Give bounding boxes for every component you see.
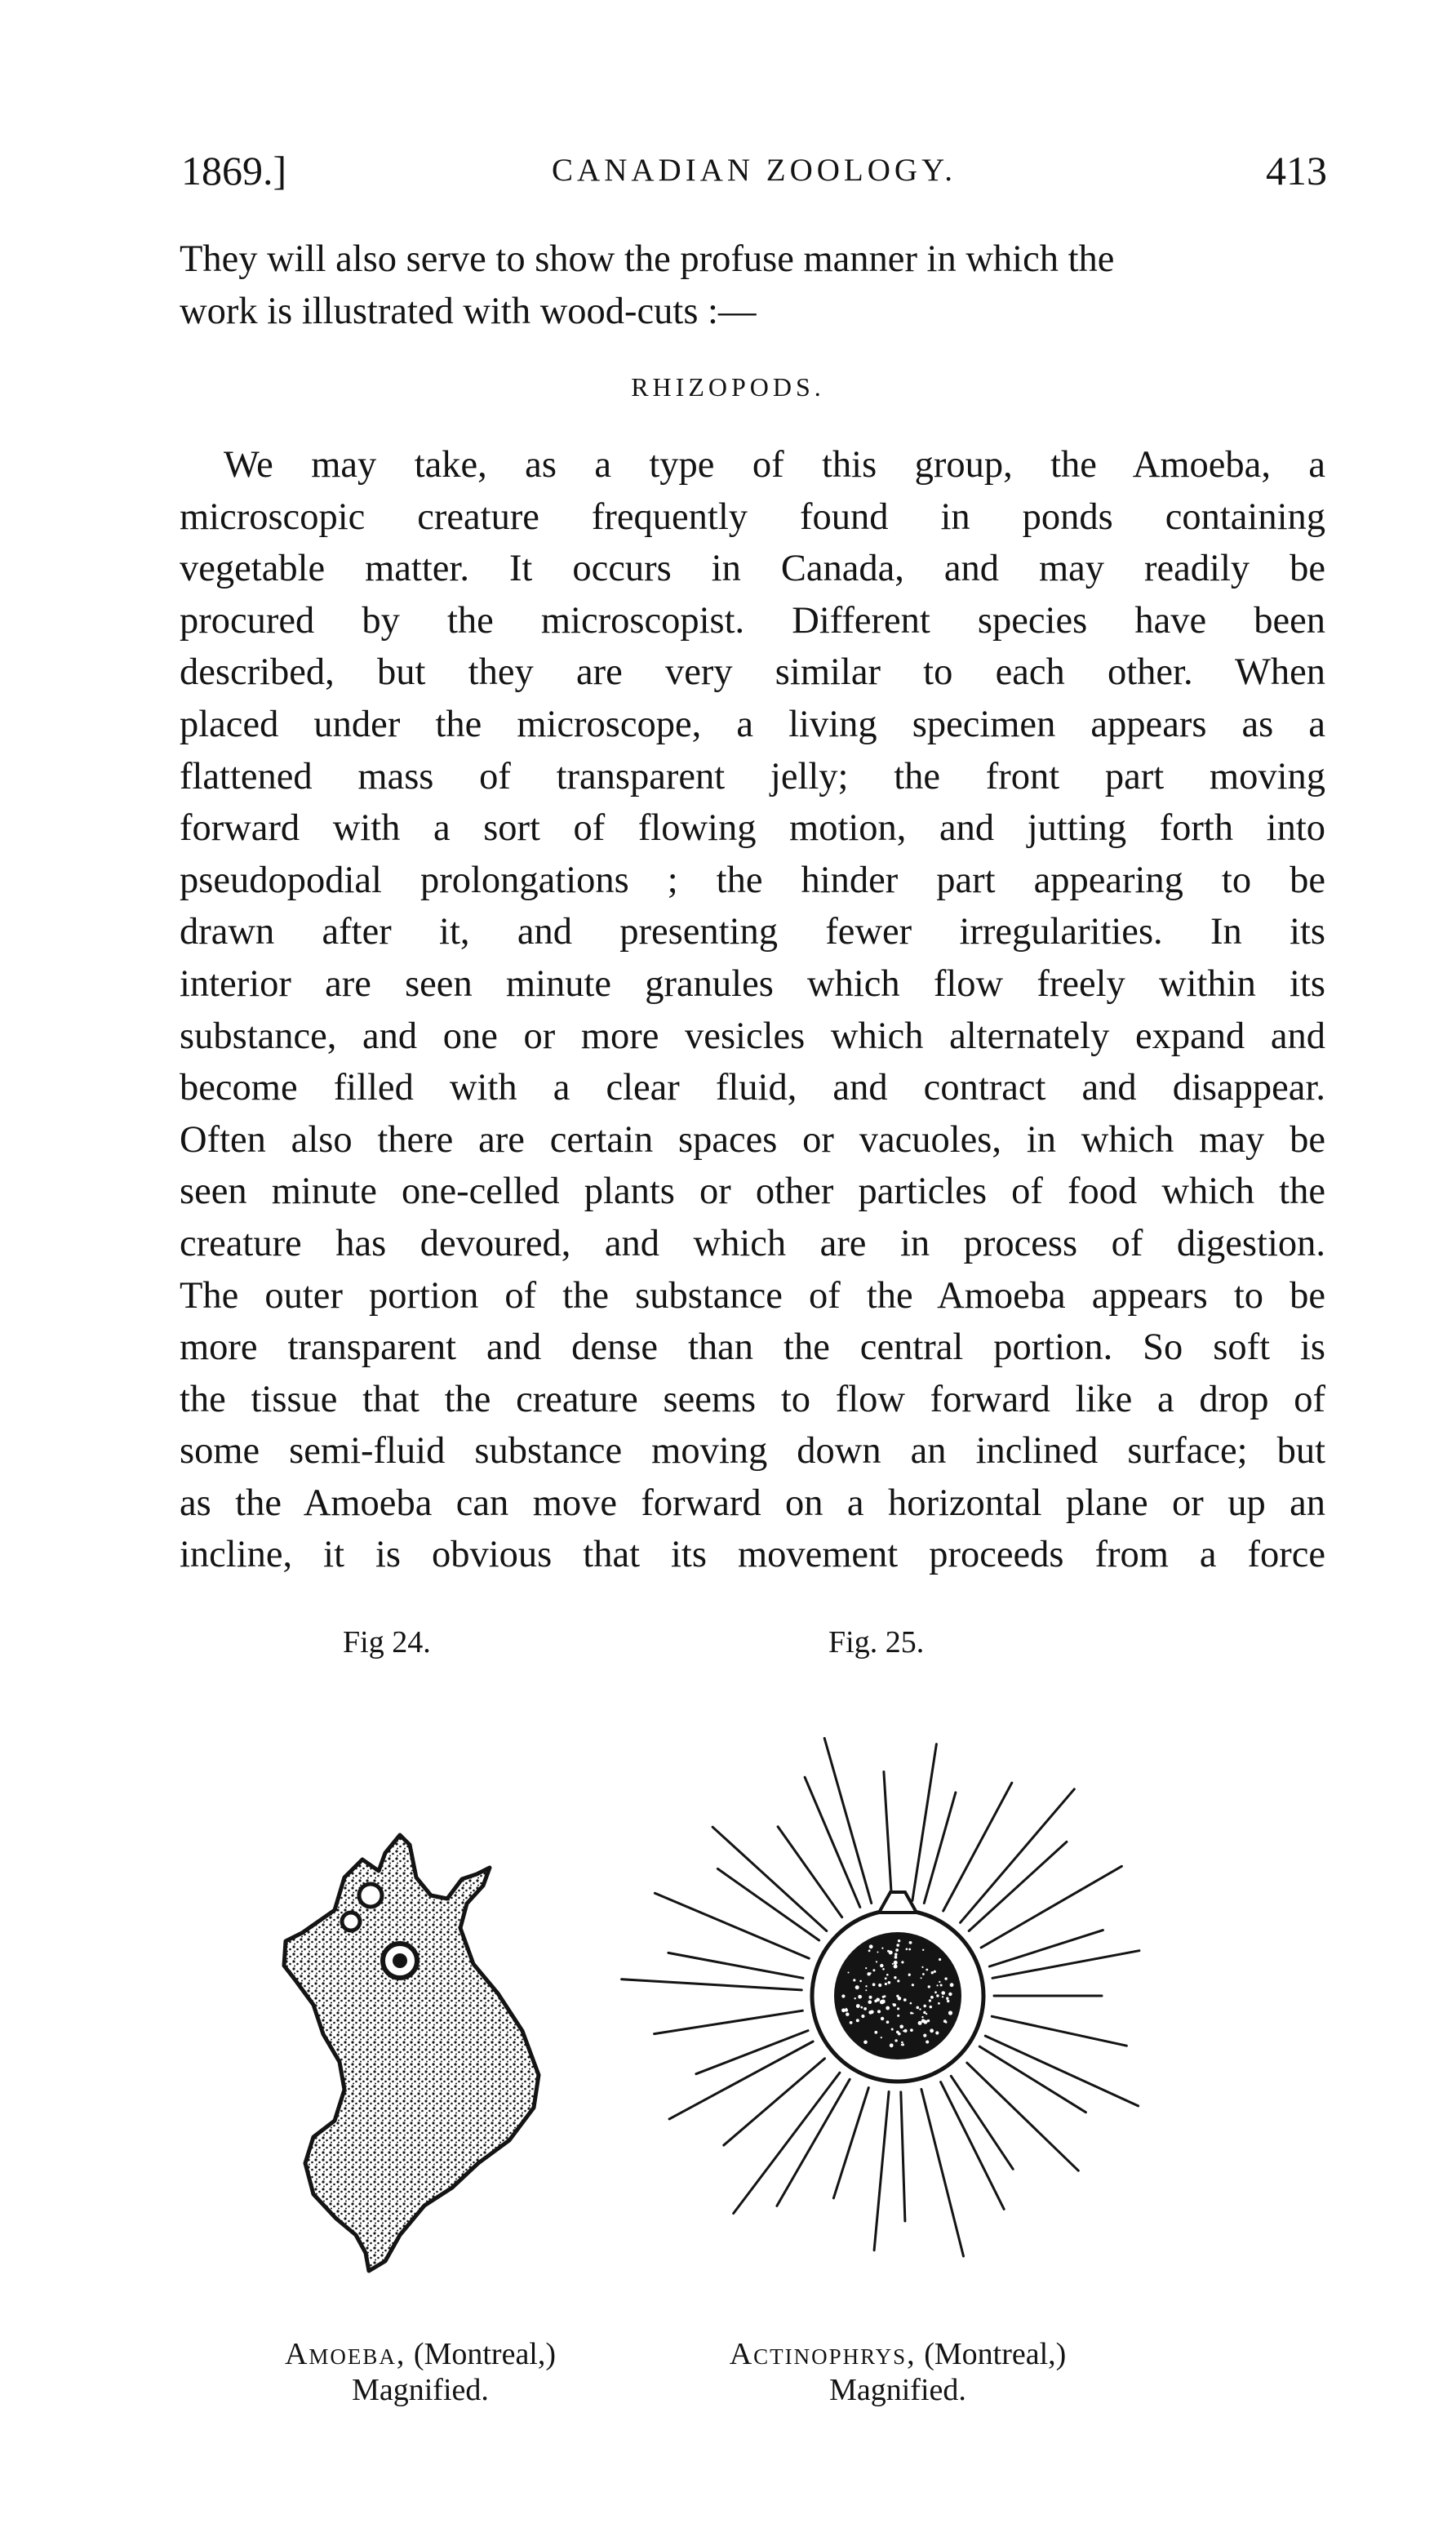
granule-dot xyxy=(865,1989,867,1991)
pseudopod-ray xyxy=(992,1951,1139,1979)
body-line: procured by the microscopist. Different species have been xyxy=(180,599,1325,642)
pseudopod-ray xyxy=(734,2073,840,2213)
granule-dot xyxy=(860,2006,863,2009)
granule-dot xyxy=(927,2019,930,2022)
granule-dot xyxy=(890,2043,894,2047)
granule-dot xyxy=(846,2008,847,2010)
granule-dot xyxy=(894,2039,897,2042)
running-head-year: 1869.] xyxy=(181,148,287,193)
pseudopod-ray xyxy=(668,1953,803,1978)
granule-dot xyxy=(894,1961,898,1965)
pseudopod-ray xyxy=(622,1979,802,1990)
granule-dot xyxy=(923,2011,926,2014)
pseudopod-ray xyxy=(901,2092,905,2221)
granule-dot xyxy=(892,2003,894,2005)
pseudopod-ray xyxy=(669,2042,813,2119)
granule-dot xyxy=(926,2013,927,2015)
granule-dot xyxy=(921,1966,923,1968)
body-line: microscopic creature frequently found in ponds containing xyxy=(180,495,1325,538)
granule-dot xyxy=(859,1980,862,1983)
pseudopod-ray xyxy=(655,2010,803,2033)
nucleolus-icon xyxy=(393,1953,407,1968)
granule-dot xyxy=(948,1993,952,1996)
intro-line: work is illustrated with wood-cuts :— xyxy=(180,290,757,332)
granule-dot xyxy=(903,2030,904,2032)
granule-dot xyxy=(902,2043,904,2046)
granule-dot xyxy=(869,1944,873,1948)
granule-dot xyxy=(934,1991,937,1993)
granule-dot xyxy=(940,1984,943,1987)
granule-dot xyxy=(930,2028,934,2033)
vacuole-icon xyxy=(359,1884,382,1907)
granule-dot xyxy=(877,2010,881,2013)
granule-dot xyxy=(944,1977,947,1979)
granule-dot xyxy=(950,1983,954,1987)
section-heading: RHIZOPODS. xyxy=(631,372,825,402)
body-line: Often also there are certain spaces or vacuoles, in which may be xyxy=(180,1118,1325,1161)
body-line: substance, and one or more vesicles which alternately expand and xyxy=(180,1015,1325,1057)
granule-dot xyxy=(926,1969,928,1971)
granule-dot xyxy=(868,2010,872,2015)
granule-dot xyxy=(934,1971,936,1973)
granule-dot xyxy=(853,1979,855,1981)
caption-species: Actinophrys, xyxy=(729,2337,917,2371)
body-line: creature has devoured, and which are in process of digestion. xyxy=(180,1222,1325,1264)
intro-paragraph xyxy=(180,233,1325,337)
granule-dot xyxy=(901,1961,903,1963)
body-line: placed under the microscope, a living specimen appears as a xyxy=(180,703,1325,745)
body-line: seen minute one-celled plants or other particles of food which the xyxy=(180,1171,1325,1213)
granule-dot xyxy=(882,1968,885,1971)
granule-dot xyxy=(886,2006,890,2010)
caption-species: Amoeba, xyxy=(284,2337,406,2371)
granule-dot xyxy=(885,1977,887,1979)
granule-dot xyxy=(863,2041,868,2045)
granule-dot xyxy=(921,1977,922,1979)
granule-dot xyxy=(859,1995,862,1998)
granule-dot xyxy=(894,1953,898,1956)
pseudopod-ray xyxy=(884,1772,892,1900)
granule-dot xyxy=(894,1965,898,1969)
granule-dot xyxy=(888,1981,891,1984)
granule-dot xyxy=(935,2031,939,2034)
granule-dot xyxy=(865,1985,867,1987)
granule-dot xyxy=(896,2031,899,2034)
pseudopod-ray xyxy=(712,1827,827,1931)
amoeba-body xyxy=(284,1835,539,2271)
granule-dot xyxy=(881,1948,883,1949)
granule-dot xyxy=(938,2002,940,2005)
contractile-vesicle-icon xyxy=(879,1892,917,1913)
vacuole-icon xyxy=(342,1913,360,1931)
body-line: flattened mass of transparent jelly; the front part moving xyxy=(180,755,1325,798)
figure-24-label: Fig 24. xyxy=(343,1625,431,1659)
granule-dot xyxy=(948,2010,952,2015)
granule-dot xyxy=(850,2021,853,2024)
granule-dot xyxy=(931,1971,934,1974)
granule-dot xyxy=(947,2000,949,2002)
granule-dot xyxy=(886,1974,889,1976)
granule-dot xyxy=(903,1998,907,2002)
granule-dot xyxy=(942,1996,943,1997)
granule-dot xyxy=(910,2028,913,2032)
figure-25-label: Fig. 25. xyxy=(828,1625,925,1659)
page-number: 413 xyxy=(1266,148,1327,193)
body-line: interior are seen minute granules which flow freely within its xyxy=(180,962,1325,1005)
granule-dot xyxy=(856,2004,860,2008)
amoeba-illustration xyxy=(277,1820,596,2277)
granule-dot xyxy=(899,2025,903,2029)
granule-dot xyxy=(848,1972,850,1974)
granule-dot xyxy=(930,1996,934,1999)
pseudopod-ray xyxy=(724,2059,825,2145)
granule-dot xyxy=(910,2012,912,2015)
granule-dot xyxy=(921,2016,923,2018)
granule-dot xyxy=(946,1997,948,2000)
granule-dot xyxy=(917,2006,920,2010)
granule-dot xyxy=(943,1992,945,1993)
granule-dot xyxy=(936,1994,939,1997)
pseudopod-ray xyxy=(985,2036,1138,2106)
pseudopod-ray xyxy=(981,1866,1121,1948)
granule-dot xyxy=(939,1958,941,1961)
body-line: drawn after it, and presenting fewer irregularities. In its xyxy=(180,911,1325,953)
granule-dot xyxy=(872,1969,875,1971)
granule-dot xyxy=(865,1967,867,1969)
granule-dot xyxy=(855,1997,856,1999)
granule-dot xyxy=(939,1981,940,1983)
pseudopod-ray xyxy=(655,1893,809,1958)
figure-25-caption xyxy=(669,2336,1126,2408)
pseudopod-ray xyxy=(992,2016,1126,2046)
granule-dot xyxy=(876,1961,877,1962)
granule-dot xyxy=(921,2019,926,2023)
granule-dot xyxy=(846,2013,849,2016)
granule-dot xyxy=(881,2017,884,2020)
granule-dot xyxy=(897,2007,899,2010)
granule-dot xyxy=(937,1984,939,1986)
granule-dot xyxy=(855,1985,859,1989)
body-line: incline, it is obvious that its movement proceeds from a force xyxy=(180,1534,1325,1576)
granule-dot xyxy=(868,2000,872,2004)
body-line: vegetable matter. It occurs in Canada, and may readily be xyxy=(180,548,1325,590)
granule-dot xyxy=(906,1948,908,1951)
granule-dot xyxy=(882,1996,885,1998)
pseudopod-ray xyxy=(924,1793,956,1904)
granule-dot xyxy=(930,2006,932,2008)
granule-dot xyxy=(878,1984,881,1987)
granule-dot xyxy=(861,2015,864,2018)
body-line: forward with a sort of flowing motion, and jutting forth into xyxy=(180,807,1325,850)
granule-dot xyxy=(922,1973,925,1975)
granule-dot xyxy=(922,1949,924,1951)
granule-dot xyxy=(923,2034,926,2037)
body-line: become filled with a clear fluid, and contract and disappear. xyxy=(180,1067,1325,1109)
running-head xyxy=(181,147,1327,204)
granule-dot xyxy=(919,2008,921,2010)
caption-note: Magnified. xyxy=(829,2373,966,2407)
pseudopod-ray xyxy=(967,2063,1079,2170)
body-line: pseudopodial prolongations ; the hinder part appearing to be xyxy=(180,859,1325,901)
granule-dot xyxy=(870,1972,872,1974)
actinophrys-illustration xyxy=(575,1682,1228,2335)
granule-dot xyxy=(894,1976,896,1979)
caption-place: (Montreal,) xyxy=(916,2337,1067,2371)
granule-dot xyxy=(868,1949,871,1952)
granule-dot xyxy=(901,2042,903,2044)
granule-dot xyxy=(889,1951,893,1955)
granule-dot xyxy=(863,2007,867,2010)
granule-dot xyxy=(877,1952,879,1953)
body-paragraph xyxy=(180,439,1325,1581)
caption-place: (Montreal,) xyxy=(406,2337,557,2371)
granule-dot xyxy=(929,1999,931,2002)
intro-line: They will also serve to show the profuse manner in which the xyxy=(180,238,1115,280)
granule-dot xyxy=(891,2028,894,2031)
body-line: as the Amoeba can move forward on a horizontal plane or up an xyxy=(180,1482,1325,1524)
body-line: more transparent and dense than the central portion. So soft is xyxy=(180,1326,1325,1369)
granule-dot xyxy=(856,2019,859,2022)
granule-dot xyxy=(869,1996,872,1999)
granule-dot xyxy=(918,2021,922,2025)
granule-dot xyxy=(841,2008,846,2012)
pseudopod-ray xyxy=(833,2088,868,2198)
body-line: We may take, as a type of this group, the Amoeba, a xyxy=(224,444,1325,486)
body-line: the tissue that the creature seems to flow forward like a drop of xyxy=(180,1378,1325,1420)
figure-24-caption xyxy=(229,2336,612,2408)
granule-dot xyxy=(895,1948,899,1952)
granule-dot xyxy=(926,2041,929,2044)
pseudopod-ray xyxy=(805,1777,860,1907)
body-line: some semi-fluid substance moving down an inclined surface; but xyxy=(180,1430,1325,1473)
caption-note: Magnified. xyxy=(352,2373,489,2407)
granule-dot xyxy=(886,2020,890,2024)
granule-dot xyxy=(923,2005,926,2008)
granule-dot xyxy=(894,1956,898,1959)
granule-dot xyxy=(872,1983,876,1986)
granule-dot xyxy=(897,1979,899,1982)
body-line: The outer portion of the substance of the Amoeba appears to be xyxy=(180,1274,1325,1317)
granule-dot xyxy=(945,2021,948,2024)
granule-dot xyxy=(885,1983,887,1985)
granule-dot xyxy=(881,2037,882,2038)
pseudopod-ray xyxy=(941,2082,1005,2210)
granule-dot xyxy=(928,1985,930,1988)
running-head-title: CANADIAN ZOOLOGY. xyxy=(552,153,957,188)
granule-dot xyxy=(874,2000,877,2003)
granule-dot xyxy=(880,1964,883,1967)
pseudopod-ray xyxy=(874,2092,889,2250)
body-line: described, but they are very similar to each other. When xyxy=(180,651,1325,694)
pseudopod-ray xyxy=(912,1744,937,1901)
granule-dot xyxy=(874,2031,877,2034)
granule-dot xyxy=(897,2015,899,2017)
granule-dot xyxy=(908,1974,911,1976)
granule-dot xyxy=(896,1995,899,1997)
granule-dot xyxy=(896,1944,899,1947)
granule-dot xyxy=(892,1963,894,1965)
granule-dot xyxy=(909,1941,912,1944)
granule-dot xyxy=(912,1984,914,1986)
granule-dot xyxy=(881,1999,886,2003)
granule-dot xyxy=(898,1939,900,1942)
granule-dot xyxy=(908,1948,911,1951)
granule-dot xyxy=(910,2002,912,2005)
granule-dot xyxy=(841,1994,845,1997)
